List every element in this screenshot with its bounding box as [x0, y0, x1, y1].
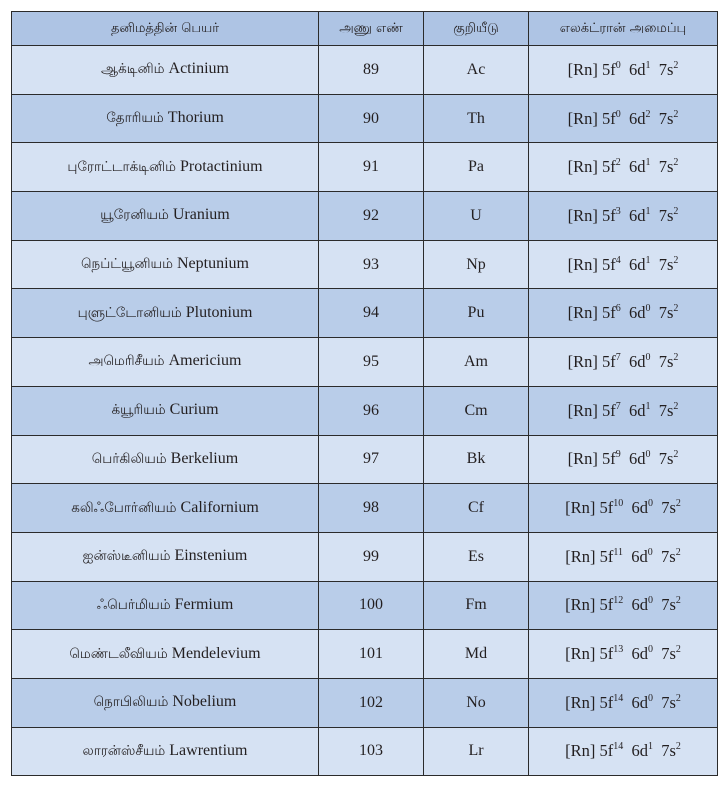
config-core: [Rn] [567, 400, 598, 420]
actinide-table [11, 11, 718, 776]
atomic-number-cell: 89 [319, 46, 424, 95]
config-5f-count: 13 [613, 644, 624, 656]
config-7s-count: 2 [673, 449, 679, 461]
config-core: [Rn] [567, 449, 598, 469]
config-6d-count: 1 [647, 741, 653, 753]
config-7s-count: 2 [673, 254, 679, 266]
config-core: [Rn] [567, 59, 598, 79]
symbol-cell: Fm [424, 581, 529, 630]
electron-config-cell: [Rn] $5f^{10}$ $6d^0$ $7s^2$ [529, 484, 718, 533]
config-5f-count: 11 [613, 546, 624, 558]
header-symbol: குறியீடு [424, 12, 529, 46]
english-name: Protactinium [179, 157, 263, 175]
element-name-cell [12, 386, 319, 435]
element-name-cell [12, 240, 319, 289]
atomic-number-cell: 100 [319, 581, 424, 630]
config-5f-count: 0 [615, 108, 621, 120]
table-row [12, 630, 718, 679]
tamil-name: அமெரிசீயம் [88, 353, 165, 370]
electron-config-cell: [Rn] $5f^{12}$ $6d^0$ $7s^2$ [529, 581, 718, 630]
config-7s-count: 2 [673, 303, 679, 315]
config-7s-count: 2 [673, 400, 679, 412]
table-row [12, 727, 718, 776]
config-6d-count: 0 [647, 692, 653, 704]
electron-config-cell: [Rn] $5f^{11}$ $6d^0$ $7s^2$ [529, 532, 718, 581]
symbol-cell: No [424, 678, 529, 727]
config-5f-count: 12 [613, 595, 624, 607]
config-6d-count: 0 [645, 303, 651, 315]
symbol-cell: Es [424, 532, 529, 581]
english-name: Neptunium [176, 255, 249, 273]
english-name: Fermium [174, 595, 234, 613]
config-7s-count: 2 [675, 546, 681, 558]
table-row [12, 46, 718, 95]
config-5f-count: 3 [615, 205, 621, 217]
english-name: Einstenium [174, 547, 248, 565]
element-name-cell [12, 338, 319, 387]
config-7s-count: 2 [675, 595, 681, 607]
header-electron-config: எலக்ட்ரான் அமைப்பு [529, 12, 718, 46]
table-row [12, 532, 718, 581]
table-row [12, 435, 718, 484]
config-5f-count: 14 [613, 741, 624, 753]
symbol-cell: Md [424, 630, 529, 679]
tamil-name: நெப்ட்யூனியம் [81, 256, 173, 273]
tamil-name: நொபிலியம் [93, 694, 169, 711]
symbol-cell: Cf [424, 484, 529, 533]
element-name-cell [12, 484, 319, 533]
config-6d-count: 0 [647, 546, 653, 558]
atomic-number-cell: 95 [319, 338, 424, 387]
tamil-name: கலிஃபோர்னியம் [71, 499, 177, 516]
config-7s-count: 2 [673, 157, 679, 169]
atomic-number-cell: 93 [319, 240, 424, 289]
config-7s-count: 2 [673, 59, 679, 71]
english-name: Uranium [172, 206, 230, 224]
electron-config-cell: [Rn] $5f^6$ $6d^0$ $7s^2$ [529, 289, 718, 338]
electron-config-cell: [Rn] $5f^7$ $6d^0$ $7s^2$ [529, 338, 718, 387]
tamil-name: தோரியம் [106, 110, 164, 127]
tamil-name: ஐன்ஸ்டீனியம் [82, 548, 171, 565]
atomic-number-cell: 96 [319, 386, 424, 435]
atomic-number-cell: 91 [319, 143, 424, 192]
atomic-number-cell: 94 [319, 289, 424, 338]
config-6d-count: 1 [645, 400, 651, 412]
tamil-name: மெண்டலீவியம் [69, 645, 168, 662]
element-name-cell [12, 630, 319, 679]
table-row [12, 143, 718, 192]
english-name: Berkelium [170, 449, 239, 467]
symbol-cell: U [424, 192, 529, 241]
config-core: [Rn] [565, 741, 596, 761]
electron-config-cell: [Rn] $5f^9$ $6d^0$ $7s^2$ [529, 435, 718, 484]
english-name: Thorium [167, 109, 224, 127]
config-core: [Rn] [565, 692, 596, 712]
config-core: [Rn] [567, 205, 598, 225]
electron-config-cell: [Rn] $5f^{14}$ $6d^0$ $7s^2$ [529, 678, 718, 727]
config-5f-count: 14 [613, 692, 624, 704]
config-6d-count: 1 [645, 59, 651, 71]
symbol-cell: Ac [424, 46, 529, 95]
element-name-cell [12, 46, 319, 95]
config-6d-count: 1 [645, 205, 651, 217]
element-name-cell [12, 289, 319, 338]
header-atomic-number: அணு எண் [319, 12, 424, 46]
tamil-name: லாரன்ஸ்சீயம் [82, 742, 166, 759]
tamil-name: ஆக்டினிம் [101, 61, 165, 78]
config-5f-count: 0 [615, 59, 621, 71]
electron-config-cell: [Rn] $5f^0$ $6d^1$ $7s^2$ [529, 46, 718, 95]
table-row [12, 240, 718, 289]
english-name: Californium [180, 498, 259, 516]
element-name-cell [12, 678, 319, 727]
tamil-name: ஃபெர்மியம் [96, 596, 171, 613]
english-name: Lawrentium [169, 741, 248, 759]
element-name-cell [12, 94, 319, 143]
config-5f-count: 6 [615, 303, 621, 315]
header-row [12, 12, 718, 46]
config-7s-count: 2 [675, 741, 681, 753]
atomic-number-cell: 99 [319, 532, 424, 581]
element-name-cell [12, 143, 319, 192]
english-name: Americium [168, 352, 242, 370]
symbol-cell: Lr [424, 727, 529, 776]
english-name: Mendelevium [171, 644, 261, 662]
config-6d-count: 1 [645, 157, 651, 169]
config-core: [Rn] [565, 498, 596, 518]
atomic-number-cell: 103 [319, 727, 424, 776]
atomic-number-cell: 92 [319, 192, 424, 241]
tamil-name: யூரேனியம் [100, 207, 169, 224]
atomic-number-cell: 97 [319, 435, 424, 484]
config-5f-count: 10 [613, 498, 624, 510]
element-name-cell [12, 727, 319, 776]
table-row [12, 581, 718, 630]
config-6d-count: 0 [647, 595, 653, 607]
table-row [12, 386, 718, 435]
config-7s-count: 2 [673, 205, 679, 217]
electron-config-cell: [Rn] $5f^{13}$ $6d^0$ $7s^2$ [529, 630, 718, 679]
config-core: [Rn] [567, 108, 598, 128]
element-name-cell [12, 192, 319, 241]
electron-config-cell: [Rn] $5f^0$ $6d^2$ $7s^2$ [529, 94, 718, 143]
symbol-cell: Bk [424, 435, 529, 484]
config-core: [Rn] [567, 303, 598, 323]
config-core: [Rn] [565, 546, 596, 566]
config-7s-count: 2 [673, 108, 679, 120]
element-name-cell [12, 435, 319, 484]
config-7s-count: 2 [675, 692, 681, 704]
config-7s-count: 2 [673, 351, 679, 363]
table-body [12, 46, 718, 776]
config-core: [Rn] [565, 595, 596, 615]
table-row [12, 484, 718, 533]
element-name-cell [12, 532, 319, 581]
table-row [12, 192, 718, 241]
config-6d-count: 0 [647, 498, 653, 510]
english-name: Plutonium [185, 303, 253, 321]
tamil-name: புளுட்டோனியம் [77, 304, 182, 321]
config-6d-count: 0 [645, 449, 651, 461]
header-name: தனிமத்தின் பெயர் [12, 12, 319, 46]
config-6d-count: 0 [645, 351, 651, 363]
config-5f-count: 7 [615, 400, 621, 412]
config-6d-count: 0 [647, 644, 653, 656]
atomic-number-cell: 90 [319, 94, 424, 143]
tamil-name: பெர்கிலியம் [91, 450, 167, 467]
symbol-cell: Cm [424, 386, 529, 435]
config-5f-count: 4 [615, 254, 621, 266]
electron-config-cell: [Rn] $5f^{14}$ $6d^1$ $7s^2$ [529, 727, 718, 776]
config-7s-count: 2 [675, 498, 681, 510]
atomic-number-cell: 102 [319, 678, 424, 727]
tamil-name: புரோட்டாக்டினிம் [67, 158, 176, 175]
config-core: [Rn] [567, 351, 598, 371]
atomic-number-cell: 101 [319, 630, 424, 679]
config-5f-count: 9 [615, 449, 621, 461]
table-row [12, 289, 718, 338]
config-5f-count: 7 [615, 351, 621, 363]
atomic-number-cell: 98 [319, 484, 424, 533]
config-5f-count: 2 [615, 157, 621, 169]
english-name: Actinium [168, 60, 229, 78]
config-7s-count: 2 [675, 644, 681, 656]
english-name: Curium [169, 401, 219, 419]
symbol-cell: Pa [424, 143, 529, 192]
table-row [12, 678, 718, 727]
electron-config-cell: [Rn] $5f^3$ $6d^1$ $7s^2$ [529, 192, 718, 241]
config-core: [Rn] [567, 157, 598, 177]
config-core: [Rn] [567, 254, 598, 274]
symbol-cell: Np [424, 240, 529, 289]
element-name-cell [12, 581, 319, 630]
electron-config-cell: [Rn] $5f^2$ $6d^1$ $7s^2$ [529, 143, 718, 192]
symbol-cell: Pu [424, 289, 529, 338]
config-6d-count: 2 [645, 108, 651, 120]
electron-config-cell: [Rn] $5f^4$ $6d^1$ $7s^2$ [529, 240, 718, 289]
electron-config-cell: [Rn] $5f^7$ $6d^1$ $7s^2$ [529, 386, 718, 435]
english-name: Nobelium [172, 693, 237, 711]
symbol-cell: Am [424, 338, 529, 387]
table-row [12, 94, 718, 143]
config-core: [Rn] [565, 644, 596, 664]
config-6d-count: 1 [645, 254, 651, 266]
table-row [12, 338, 718, 387]
tamil-name: க்யூரியம் [111, 402, 166, 419]
symbol-cell: Th [424, 94, 529, 143]
